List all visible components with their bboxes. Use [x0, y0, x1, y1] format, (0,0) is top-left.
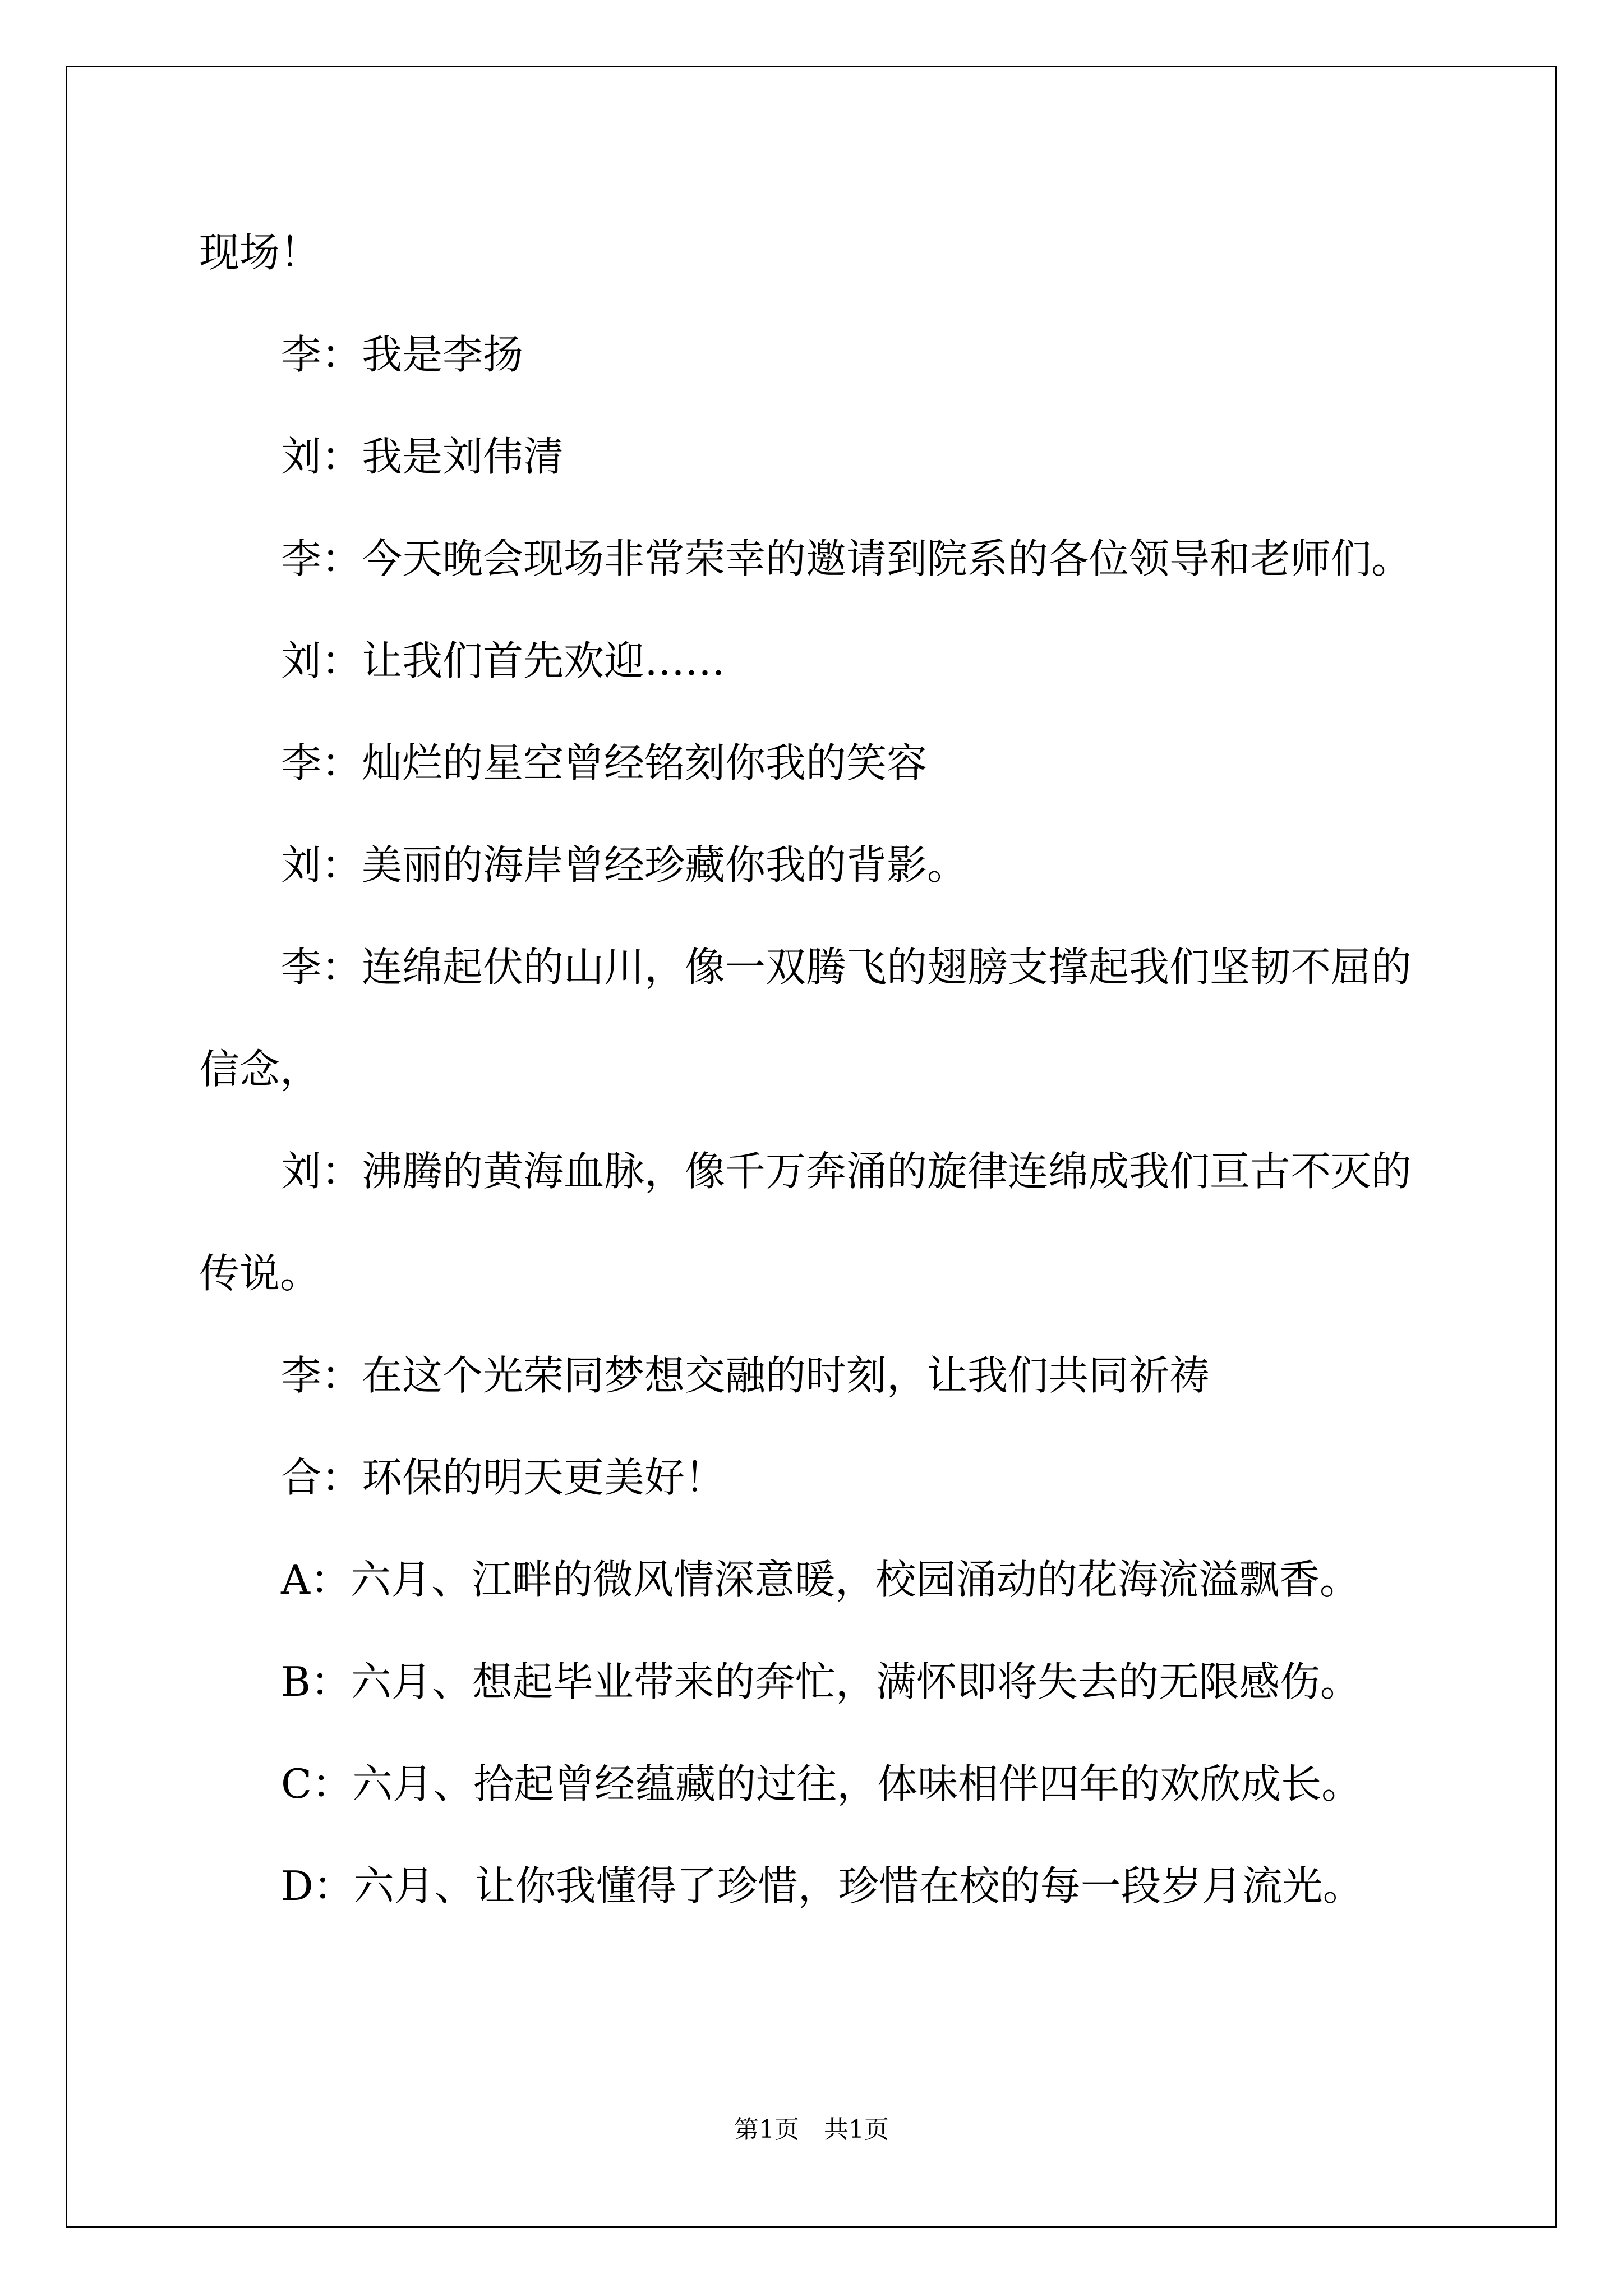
text-line: B：六月、想起毕业带来的奔忙，满怀即将失去的无限感伤。: [281, 1658, 1361, 1705]
text-line: 刘：我是刘伟清: [281, 433, 564, 480]
text-line: 李：今天晚会现场非常荣幸的邀请到院系的各位领导和老师们。: [281, 535, 1412, 582]
text-line: 现场！: [199, 229, 321, 276]
text-line: A：六月、江畔的微风情深意暖，校园涌动的花海流溢飘香。: [281, 1556, 1360, 1603]
text-line: D：六月、让你我懂得了珍惜，珍惜在校的每一段岁月流光。: [281, 1862, 1363, 1910]
page-number-footer: 第1页 共1页: [734, 2115, 889, 2144]
text-line: 李：在这个光荣同梦想交融的时刻，让我们共同祈祷: [281, 1352, 1210, 1399]
text-line: 合：环保的明天更美好！: [281, 1454, 726, 1501]
document-body: [199, 210, 1433, 1946]
text-line: 李：我是李扬: [281, 331, 524, 378]
text-line: 刘：让我们首先欢迎……: [281, 637, 726, 684]
text-line: 李：灿烂的星空曾经铭刻你我的笑容: [281, 739, 928, 786]
text-line: C：六月、拾起曾经蕴藏的过往，体味相伴四年的欢欣成长。: [281, 1760, 1362, 1807]
text-line: 刘：沸腾的黄海血脉，像千万奔涌的旋律连绵成我们亘古不灭的: [281, 1148, 1412, 1195]
text-line: 传说。: [199, 1250, 321, 1297]
text-line: 李：连绵起伏的山川，像一双腾飞的翅膀支撑起我们坚韧不屈的: [281, 944, 1412, 991]
text-line: 信念，: [199, 1046, 321, 1093]
text-line: 刘：美丽的海岸曾经珍藏你我的背影。: [281, 841, 968, 889]
